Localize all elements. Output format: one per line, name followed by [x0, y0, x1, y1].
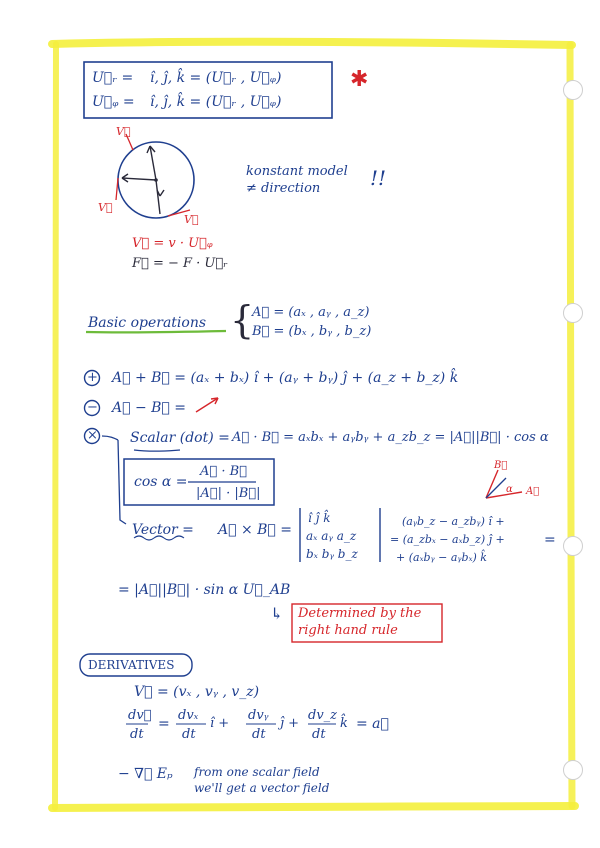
basic-ops-brace: { [230, 298, 255, 342]
deriv-lhs-numerator: dv⃗ [128, 708, 152, 723]
unit-vector-r-rhs: î, ĵ, k̂ = (U⃗ᵣ , U⃗ᵩ) [150, 70, 282, 86]
minus-red-arrow [196, 398, 218, 412]
cos-numerator: A⃗ · B⃗ [200, 464, 247, 479]
axes-label-a: A⃗ [526, 486, 540, 497]
det-row-2: aₓ aᵧ a_z [306, 529, 357, 543]
basic-ops-underline [86, 331, 226, 332]
deriv-term1-unit: î + [210, 716, 230, 731]
basic-ops-title: Basic operations [88, 315, 207, 331]
deriv-term1-numerator: dvₓ [178, 708, 199, 723]
scalar-expression: A⃗ · B⃗ = aₓbₓ + aᵧbᵧ + a_zb_z = |A⃗||B⃗| · cos α [232, 430, 549, 445]
deriv-lhs-denominator: dt [130, 727, 144, 742]
circle-note-line2: ≠ direction [246, 181, 321, 196]
det-row-1: î ĵ k̂ [308, 511, 331, 525]
gradient-expression: − ∇⃗ Eₚ [118, 766, 173, 782]
rule-line-2: right hand rule [298, 623, 398, 638]
subtraction-expression: A⃗ − B⃗ = [112, 400, 187, 416]
circle-note-line1: konstant model [246, 164, 348, 179]
gradient-note-line2: we'll get a vector field [194, 781, 330, 795]
scalar-label: Scalar (dot) = [130, 430, 230, 446]
gradient-note-line1: from one scalar field [194, 765, 320, 779]
star-mark: ✱ [350, 67, 369, 92]
expansion-equals: = [544, 532, 556, 548]
unit-vector-r-lhs: U⃗ᵣ = [92, 70, 134, 86]
circle-label-bottom: V⃗ [184, 213, 199, 226]
plus-symbol: + [87, 370, 98, 385]
circle-label-top: V⃗ [116, 125, 131, 138]
circle-label-left: V⃗ [98, 201, 113, 214]
force-equation: F⃗ = − F · U⃗ᵣ [132, 256, 228, 271]
unit-vector-phi-rhs: î, ĵ, k̂ = (U⃗ᵣ , U⃗ᵩ) [150, 94, 282, 110]
circle-note-mark: !! [370, 166, 387, 190]
minus-symbol: − [87, 400, 98, 415]
rule-arrow: ↳ [270, 604, 284, 623]
deriv-equals: = [158, 716, 170, 732]
deriv-result: = a⃗ [356, 716, 389, 732]
tangent-arrow-left [116, 178, 118, 200]
det-row-3: bₓ bᵧ b_z [306, 547, 358, 561]
radial-arrow-left [122, 178, 156, 180]
axes-b-vector [486, 470, 498, 498]
vector-expression: A⃗ × B⃗ = [218, 522, 293, 538]
cos-lhs: cos α = [134, 474, 188, 490]
derivatives-velocity: V⃗ = (vₓ , vᵧ , v_z) [134, 684, 260, 700]
deriv-term3-unit: k̂ [340, 716, 348, 731]
unit-vector-phi-lhs: U⃗ᵩ = [92, 94, 135, 110]
axes-label-alpha: α [506, 484, 513, 495]
deriv-term2-unit: ĵ + [280, 716, 300, 731]
axes-label-b: B⃗ [494, 460, 508, 471]
deriv-term3-denominator: dt [312, 727, 326, 742]
rule-line-1: Determined by the [298, 606, 422, 621]
deriv-term3-numerator: dv_z [308, 708, 338, 723]
derivatives-title: DERIVATIVES [88, 658, 175, 672]
vector-label: Vector = [132, 522, 194, 538]
basic-ops-vector-b: B⃗ = (bₓ , bᵧ , b_z) [252, 324, 372, 339]
addition-expression: A⃗ + B⃗ = (aₓ + bₓ) î + (aᵧ + bᵧ) ĵ + (a_z + b_z) k̂ [112, 370, 459, 386]
magnitude-expression: = |A⃗||B⃗| · sin α U⃗_AB [118, 582, 291, 598]
deriv-term2-denominator: dt [252, 727, 266, 742]
radial-arrow-bottom [156, 180, 160, 214]
velocity-equation: V⃗ = v · U⃗ᵩ [132, 236, 213, 251]
times-symbol: × [87, 428, 98, 443]
deriv-term2-numerator: dvᵧ [248, 708, 269, 723]
basic-ops-vector-a: A⃗ = (aₓ , aᵧ , a_z) [252, 305, 370, 320]
expansion-row-3: + (aₓbᵧ − aᵧbₓ) k̂ [396, 551, 487, 564]
scalar-underline [134, 450, 180, 451]
cos-denominator: |A⃗| · |B⃗| [196, 486, 261, 501]
expansion-row-2: = (a_zbₓ − aₓb_z) ĵ + [390, 533, 505, 546]
expansion-row-1: (aᵧb_z − a_zbᵧ) î + [402, 515, 505, 528]
times-branch [102, 436, 126, 524]
deriv-term1-denominator: dt [182, 727, 196, 742]
